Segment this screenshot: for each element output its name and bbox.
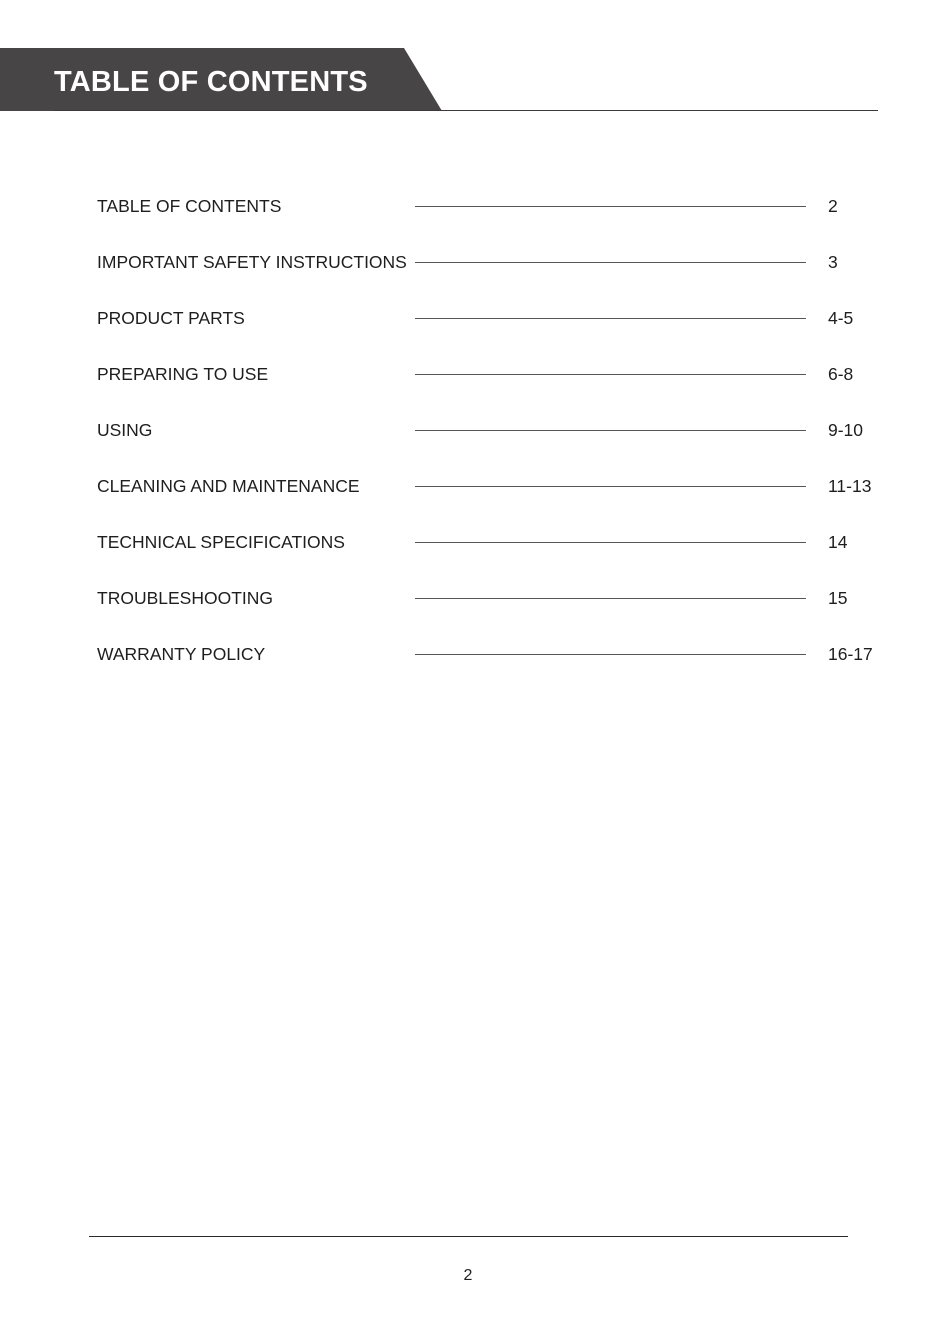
toc-leader-line — [415, 374, 806, 375]
toc-entry-label: PREPARING TO USE — [97, 364, 269, 384]
toc-leader-line — [415, 206, 806, 207]
toc-entry-page: 9-10 — [828, 420, 864, 440]
toc-leader-line — [415, 598, 806, 599]
toc-entry[interactable] — [97, 474, 887, 498]
toc-leader-line — [415, 542, 806, 543]
toc-entry[interactable] — [97, 418, 887, 442]
toc-entry[interactable] — [97, 194, 887, 218]
toc-entry-label: USING — [97, 420, 153, 440]
toc-leader-line — [415, 262, 806, 263]
toc-entry[interactable] — [97, 530, 887, 554]
toc-entry-page: 15 — [828, 588, 848, 608]
toc-entry-page: 2 — [828, 196, 838, 216]
toc-entry-label: PRODUCT PARTS — [97, 308, 245, 328]
toc-entry-page: 11-13 — [828, 476, 872, 496]
toc-entry[interactable] — [97, 586, 887, 610]
toc-entry-page: 3 — [828, 252, 838, 272]
toc-leader-line — [415, 430, 806, 431]
toc-leader-line — [415, 318, 806, 319]
toc-entry-label: TECHNICAL SPECIFICATIONS — [97, 532, 345, 552]
toc-entry[interactable] — [97, 250, 887, 274]
toc-entry[interactable] — [97, 306, 887, 330]
toc-entry[interactable] — [97, 642, 887, 666]
toc-leader-line — [415, 486, 806, 487]
toc-entry[interactable] — [97, 362, 887, 386]
toc-entry-label: TABLE OF CONTENTS — [97, 196, 282, 216]
toc-entry-page: 6-8 — [828, 364, 854, 384]
page-number: 2 — [463, 1267, 473, 1284]
toc-entry-label: IMPORTANT SAFETY INSTRUCTIONS — [97, 252, 407, 272]
toc-leader-line — [415, 654, 806, 655]
page-title: TABLE OF CONTENTS — [54, 66, 368, 98]
toc-entry-page: 14 — [828, 532, 848, 552]
toc-entry-label: WARRANTY POLICY — [97, 644, 266, 664]
toc-entry-page: 16-17 — [828, 644, 873, 664]
toc-entry-label: TROUBLESHOOTING — [97, 588, 273, 608]
toc-entry-label: CLEANING AND MAINTENANCE — [97, 476, 360, 496]
footer-divider — [89, 1236, 848, 1237]
toc-entry-page: 4-5 — [828, 308, 854, 328]
